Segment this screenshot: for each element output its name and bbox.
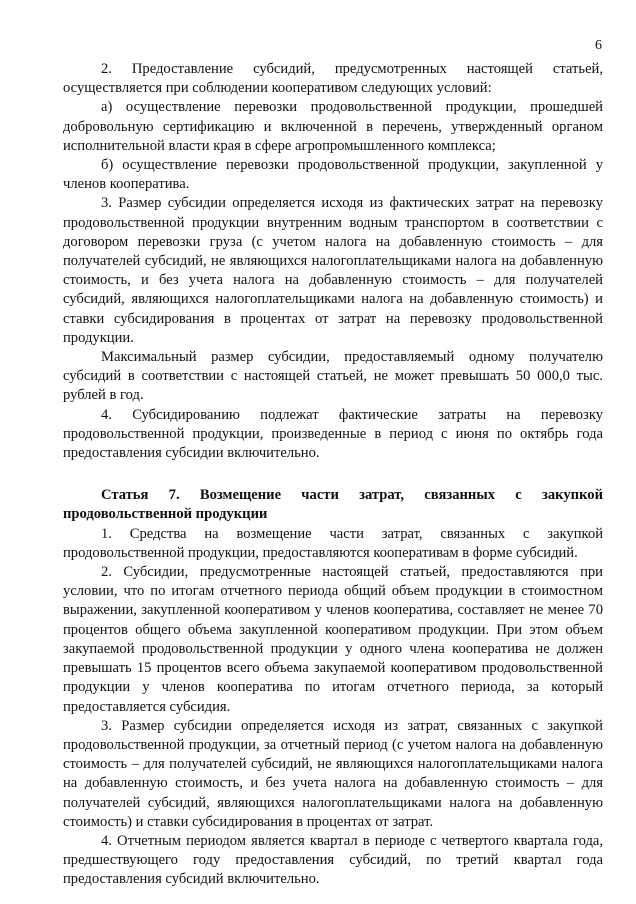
paragraph: 4. Субсидированию подлежат фактические затраты на перевозку продовольственной продукции, произведенные в период с июня по октябрь года предоставления субсидии включительно. [63, 406, 603, 462]
paragraph: 4. Отчетным периодом является квартал в периоде с четвертого квартала года, предшествующего году предоставления субсидий, по третий квартал года предоставления субсидий включительно. [63, 832, 603, 888]
paragraph: 2. Предоставление субсидий, предусмотренных настоящей статьей, осуществляется при соблюдении кооперативом следующих условий: [63, 61, 603, 97]
document-body [63, 60, 603, 890]
paragraph: а) осуществление перевозки продовольственной продукции, прошедшей добровольную сертификацию и включенной в перечень, утвержденный органом исполнительной власти края в сфере агропромышленного комплекса; [63, 99, 603, 154]
paragraph: б) осуществление перевозки продовольственной продукции, закупленной у членов кооператива. [63, 157, 603, 193]
paragraph: 1. Средства на возмещение части затрат, связанных с закупкой продовольственной продукции, предоставляются кооперативам в форме субсидий. [63, 525, 603, 561]
section-gap [63, 463, 603, 486]
page-number: 6 [595, 38, 602, 53]
paragraph: Максимальный размер субсидии, предоставляемый одному получателю субсидий в соответствии с настоящей статьей, не может превышать 50 000,0 тыс. рублей в год. [63, 349, 603, 404]
paragraph: 3. Размер субсидии определяется исходя из затрат, связанных с закупкой продовольственной продукции, за отчетный период (с учетом налога на добавленную стоимость – для получателей субсидий, не являющихся налогоплательщиками налога на добавленную стоимость, и без учета налога на добавленную стоимость – для получателей субсидий, являющихся налогоплательщиками налога на добавленную стоимость) и ставки субсидирования в процентах от затрат. [63, 717, 603, 830]
paragraph: 3. Размер субсидии определяется исходя из фактических затрат на перевозку продовольственной продукции внутренним водным транспортом в соответствии с договором перевозки груза (с учетом налога на добавленную стоимость – для получателей субсидий, не являющихся налогоплательщиками налога на добавленную стоимость, и без учета налога на добавленную стоимость – для получателей субсидий, являющихся налогоплательщиками налога на добавленную стоимость) и ставки субсидирования в процентах от затрат на перевозку продовольственной продукции. [63, 195, 603, 346]
paragraph: 2. Субсидии, предусмотренные настоящей статьей, предоставляются при условии, что по итогам отчетного периода общий объем продукции в стоимостном выражении, закупленной кооперативом у членов кооператива, составляет не менее 70 процентов общего объема закупленной кооперативом продукции. При этом объем закупаемой продовольственной продукции у одного члена кооператива не должен превышать 15 процентов всего объема закупаемой кооперативом продовольственной продукции у членов кооператива по итогам отчетного периода, за который предоставляется субсидия. [63, 564, 603, 715]
article-title: Статья 7. Возмещение части затрат, связанных с закупкой продовольственной продукции [63, 487, 603, 523]
